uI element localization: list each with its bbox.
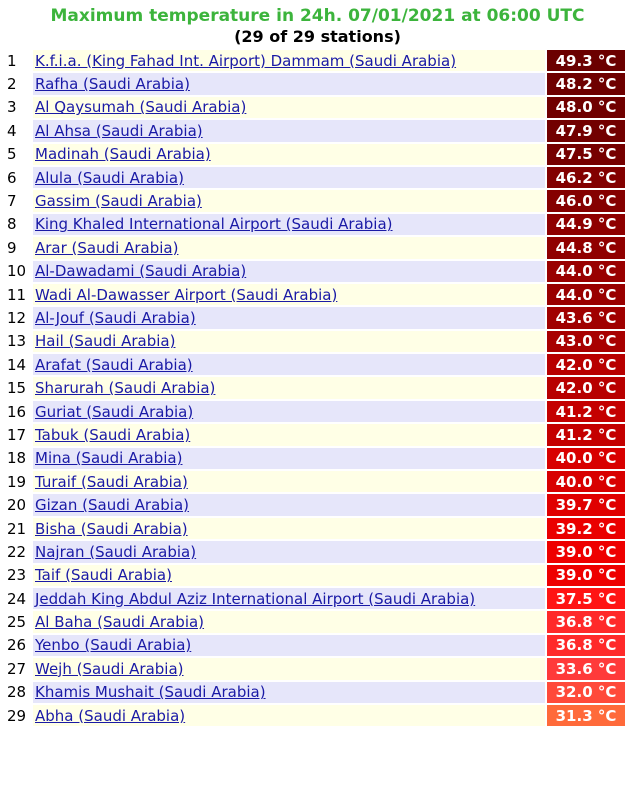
table-row: [5, 424, 625, 445]
rank-cell: 20: [5, 494, 31, 515]
station-link[interactable]: Arafat (Saudi Arabia): [35, 355, 193, 374]
station-cell: [33, 518, 545, 539]
temperature-badge: 43.6 °C: [547, 307, 625, 328]
station-cell: [33, 97, 545, 118]
station-cell: [33, 237, 545, 258]
station-cell: [33, 448, 545, 469]
station-cell: [33, 167, 545, 188]
station-link[interactable]: Sharurah (Saudi Arabia): [35, 379, 216, 398]
station-cell: [33, 682, 545, 703]
temperature-badge: 36.8 °C: [547, 635, 625, 656]
rank-cell: 23: [5, 565, 31, 586]
temperature-badge: 39.2 °C: [547, 518, 625, 539]
temperature-badge: 44.0 °C: [547, 284, 625, 305]
temperature-badge: 40.0 °C: [547, 448, 625, 469]
station-link[interactable]: Khamis Mushait (Saudi Arabia): [35, 683, 266, 702]
temperature-badge: 33.6 °C: [547, 658, 625, 679]
rank-cell: 7: [5, 190, 31, 211]
station-cell: [33, 331, 545, 352]
table-row: [5, 120, 625, 141]
temperature-badge: 47.9 °C: [547, 120, 625, 141]
station-link[interactable]: Taif (Saudi Arabia): [35, 566, 172, 585]
rank-cell: 19: [5, 471, 31, 492]
temperature-badge: 32.0 °C: [547, 682, 625, 703]
rank-cell: 11: [5, 284, 31, 305]
temperature-badge: 44.9 °C: [547, 214, 625, 235]
temperature-badge: 47.5 °C: [547, 144, 625, 165]
station-cell: [33, 471, 545, 492]
station-cell: [33, 307, 545, 328]
station-link[interactable]: Abha (Saudi Arabia): [35, 706, 186, 725]
temperature-badge: 46.2 °C: [547, 167, 625, 188]
station-cell: [33, 50, 545, 71]
table-row: [5, 354, 625, 375]
temperature-badge: 42.0 °C: [547, 354, 625, 375]
temperature-badge: 44.0 °C: [547, 261, 625, 282]
rank-cell: 4: [5, 120, 31, 141]
station-cell: [33, 541, 545, 562]
station-cell: [33, 73, 545, 94]
table-row: [5, 471, 625, 492]
station-link[interactable]: Gizan (Saudi Arabia): [35, 496, 190, 515]
table-row: [5, 494, 625, 515]
temperature-badge: 41.2 °C: [547, 401, 625, 422]
rank-cell: 24: [5, 588, 31, 609]
rank-cell: 29: [5, 705, 31, 726]
stations-table: [3, 48, 627, 728]
station-link[interactable]: Rafha (Saudi Arabia): [35, 75, 190, 94]
station-link[interactable]: Mina (Saudi Arabia): [35, 449, 183, 468]
station-link[interactable]: King Khaled International Airport (Saudi Arabia): [35, 215, 393, 234]
temperature-badge: 37.5 °C: [547, 588, 625, 609]
station-cell: [33, 214, 545, 235]
table-row: [5, 565, 625, 586]
table-row: [5, 448, 625, 469]
station-link[interactable]: Wejh (Saudi Arabia): [35, 659, 184, 678]
station-link[interactable]: Jeddah King Abdul Aziz International Airport (Saudi Arabia): [35, 589, 476, 608]
rank-cell: 18: [5, 448, 31, 469]
station-link[interactable]: Madinah (Saudi Arabia): [35, 145, 211, 164]
rank-cell: 9: [5, 237, 31, 258]
rank-cell: 27: [5, 658, 31, 679]
rank-cell: 8: [5, 214, 31, 235]
station-cell: [33, 635, 545, 656]
stations-table-body: [5, 50, 625, 726]
rank-cell: 3: [5, 97, 31, 118]
table-row: [5, 73, 625, 94]
station-link[interactable]: Hail (Saudi Arabia): [35, 332, 176, 351]
table-row: [5, 50, 625, 71]
rank-cell: 17: [5, 424, 31, 445]
station-link[interactable]: Bisha (Saudi Arabia): [35, 519, 188, 538]
rank-cell: 1: [5, 50, 31, 71]
temperature-badge: 39.7 °C: [547, 494, 625, 515]
rank-cell: 26: [5, 635, 31, 656]
temperature-badge: 49.3 °C: [547, 50, 625, 71]
station-cell: [33, 705, 545, 726]
table-row: [5, 401, 625, 422]
table-row: [5, 611, 625, 632]
rank-cell: 10: [5, 261, 31, 282]
table-row: [5, 97, 625, 118]
rank-cell: 13: [5, 331, 31, 352]
rank-cell: 14: [5, 354, 31, 375]
station-cell: [33, 658, 545, 679]
temperature-badge: 48.0 °C: [547, 97, 625, 118]
station-cell: [33, 284, 545, 305]
rank-cell: 16: [5, 401, 31, 422]
rank-cell: 21: [5, 518, 31, 539]
table-row: [5, 237, 625, 258]
temperature-badge: 31.3 °C: [547, 705, 625, 726]
station-link[interactable]: Gassim (Saudi Arabia): [35, 192, 202, 211]
rank-cell: 15: [5, 377, 31, 398]
table-row: [5, 190, 625, 211]
table-row: [5, 588, 625, 609]
station-link[interactable]: Tabuk (Saudi Arabia): [35, 425, 191, 444]
table-row: [5, 518, 625, 539]
temperature-badge: 46.0 °C: [547, 190, 625, 211]
table-row: [5, 144, 625, 165]
page-title: Maximum temperature in 24h. 07/01/2021 at 06:00 UTC: [50, 6, 585, 26]
table-row: [5, 214, 625, 235]
station-cell: [33, 261, 545, 282]
station-link[interactable]: Al Qaysumah (Saudi Arabia): [35, 98, 247, 117]
rank-cell: 28: [5, 682, 31, 703]
table-row: [5, 635, 625, 656]
station-cell: [33, 494, 545, 515]
temperature-badge: 40.0 °C: [547, 471, 625, 492]
table-row: [5, 261, 625, 282]
rank-cell: 2: [5, 73, 31, 94]
table-row: [5, 658, 625, 679]
station-cell: [33, 588, 545, 609]
station-cell: [33, 120, 545, 141]
temperature-badge: 44.8 °C: [547, 237, 625, 258]
station-link[interactable]: Al-Dawadami (Saudi Arabia): [35, 262, 247, 281]
station-cell: [33, 424, 545, 445]
table-row: [5, 307, 625, 328]
station-link[interactable]: Guriat (Saudi Arabia): [35, 402, 194, 421]
station-link[interactable]: Wadi Al-Dawasser Airport (Saudi Arabia): [35, 285, 338, 304]
station-link[interactable]: Arar (Saudi Arabia): [35, 238, 179, 257]
station-count: (29 of 29 stations): [234, 27, 401, 46]
station-cell: [33, 611, 545, 632]
station-link[interactable]: Al Ahsa (Saudi Arabia): [35, 121, 203, 140]
table-row: [5, 377, 625, 398]
temperature-badge: 39.0 °C: [547, 565, 625, 586]
station-link[interactable]: Turaif (Saudi Arabia): [35, 472, 188, 491]
temperature-badge: 42.0 °C: [547, 377, 625, 398]
station-cell: [33, 401, 545, 422]
station-link[interactable]: Alula (Saudi Arabia): [35, 168, 184, 187]
rank-cell: 22: [5, 541, 31, 562]
rank-cell: 5: [5, 144, 31, 165]
station-cell: [33, 565, 545, 586]
station-cell: [33, 190, 545, 211]
rank-cell: 12: [5, 307, 31, 328]
station-link[interactable]: Najran (Saudi Arabia): [35, 542, 197, 561]
station-link[interactable]: Al Baha (Saudi Arabia): [35, 613, 205, 632]
rank-cell: 25: [5, 611, 31, 632]
table-row: [5, 284, 625, 305]
temperature-badge: 41.2 °C: [547, 424, 625, 445]
station-link[interactable]: K.f.i.a. (King Fahad Int. Airport) Dammam (Saudi Arabia): [35, 51, 457, 70]
station-cell: [33, 144, 545, 165]
temperature-badge: 36.8 °C: [547, 611, 625, 632]
station-link[interactable]: Al-Jouf (Saudi Arabia): [35, 308, 196, 327]
station-link[interactable]: Yenbo (Saudi Arabia): [35, 636, 192, 655]
rank-cell: 6: [5, 167, 31, 188]
table-row: [5, 705, 625, 726]
station-cell: [33, 377, 545, 398]
temperature-badge: 39.0 °C: [547, 541, 625, 562]
station-cell: [33, 354, 545, 375]
table-row: [5, 541, 625, 562]
table-row: [5, 167, 625, 188]
temperature-badge: 43.0 °C: [547, 331, 625, 352]
table-row: [5, 331, 625, 352]
table-row: [5, 682, 625, 703]
temperature-badge: 48.2 °C: [547, 73, 625, 94]
